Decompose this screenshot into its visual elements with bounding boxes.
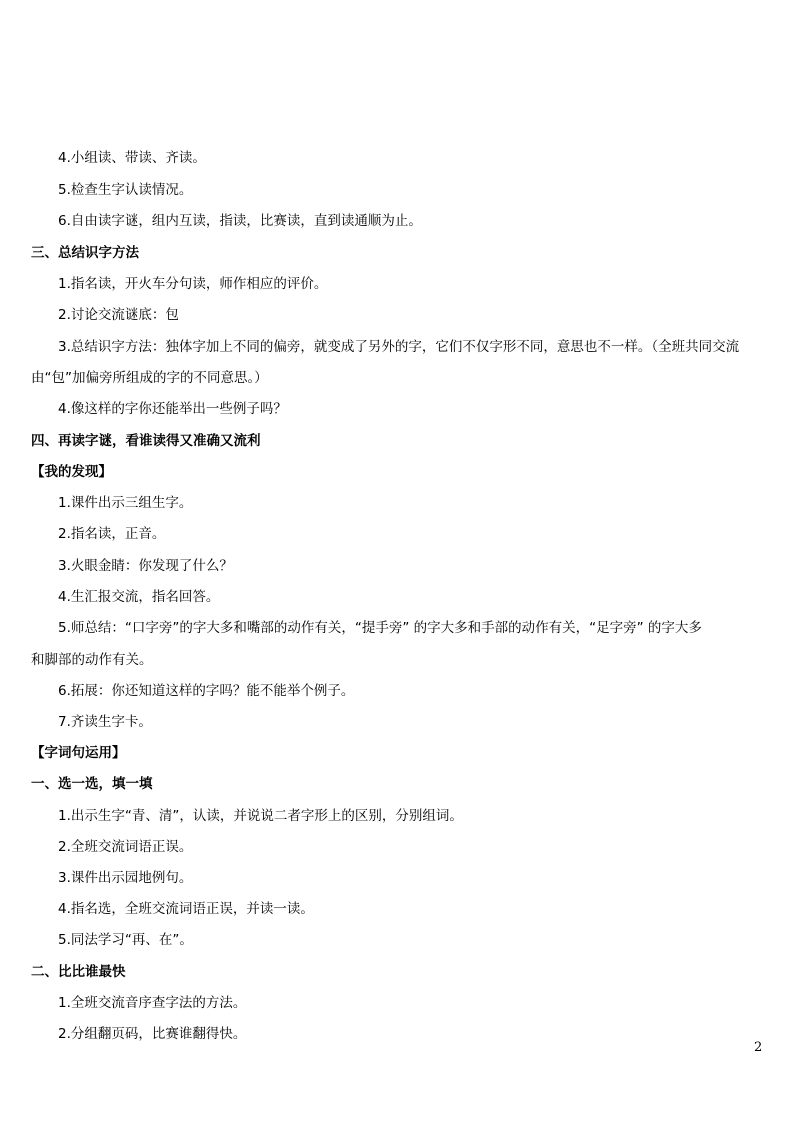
- list-item: 4.像这样的字你还能举出一些例子吗？: [58, 401, 287, 417]
- bracket-heading: 【我的发现】: [31, 464, 112, 480]
- list-item: 7.齐读生字卡。: [58, 714, 152, 730]
- section-heading: 一、选一选，填一填: [31, 776, 153, 792]
- list-item: 1.指名读，开火车分句读，师作相应的评价。: [58, 276, 328, 292]
- list-item: 5.同法学习“再、在”。: [58, 932, 193, 948]
- list-item: 3.总结识字方法：独体字加上不同的偏旁，就变成了另外的字，它们不仅字形不同，意思也不一样。（全班共同交流: [58, 339, 740, 355]
- list-item: 4.指名选，全班交流词语正误，并读一读。: [58, 901, 314, 917]
- list-item: 4.生汇报交流，指名回答。: [58, 589, 220, 605]
- section-heading: 四、再读字谜，看谁读得又准确又流利: [31, 433, 261, 449]
- list-item: 3.火眼金睛：你发现了什么？: [58, 558, 233, 574]
- list-item: 1.课件出示三组生字。: [58, 495, 193, 511]
- list-item: 1.出示生字“青、清”，认读，并说说二者字形上的区别，分别组词。: [58, 808, 463, 824]
- list-item: 2.指名读，正音。: [58, 526, 166, 542]
- list-item: 1.全班交流音序查字法的方法。: [58, 995, 247, 1011]
- list-item: 2.分组翻页码，比赛谁翻得快。: [58, 1026, 247, 1042]
- section-heading: 二、比比谁最快: [31, 964, 126, 980]
- list-item: 2.全班交流词语正误。: [58, 839, 193, 855]
- list-item-continuation: 和脚部的动作有关。: [31, 652, 153, 668]
- list-item: 3.课件出示园地例句。: [58, 870, 193, 886]
- list-item: 2.讨论交流谜底：包: [58, 307, 179, 323]
- section-heading: 三、总结识字方法: [31, 245, 139, 261]
- list-item: 6.自由读字谜，组内互读，指读，比赛读，直到读通顺为止。: [58, 213, 422, 229]
- list-item: 5.检查生字认读情况。: [58, 182, 193, 198]
- list-item: 6.拓展：你还知道这样的字吗？能不能举个例子。: [58, 683, 355, 699]
- list-item-continuation: 由“包”加偏旁所组成的字的不同意思。）: [31, 370, 268, 386]
- page-number: 2: [754, 1040, 763, 1055]
- list-item: 4.小组读、带读、齐读。: [58, 150, 206, 166]
- list-item: 5.师总结：“口字旁”的字大多和嘴部的动作有关，“提手旁” 的字大多和手部的动作有关，“足字旁” 的字大多: [58, 620, 702, 636]
- bracket-heading: 【字词句运用】: [31, 745, 126, 761]
